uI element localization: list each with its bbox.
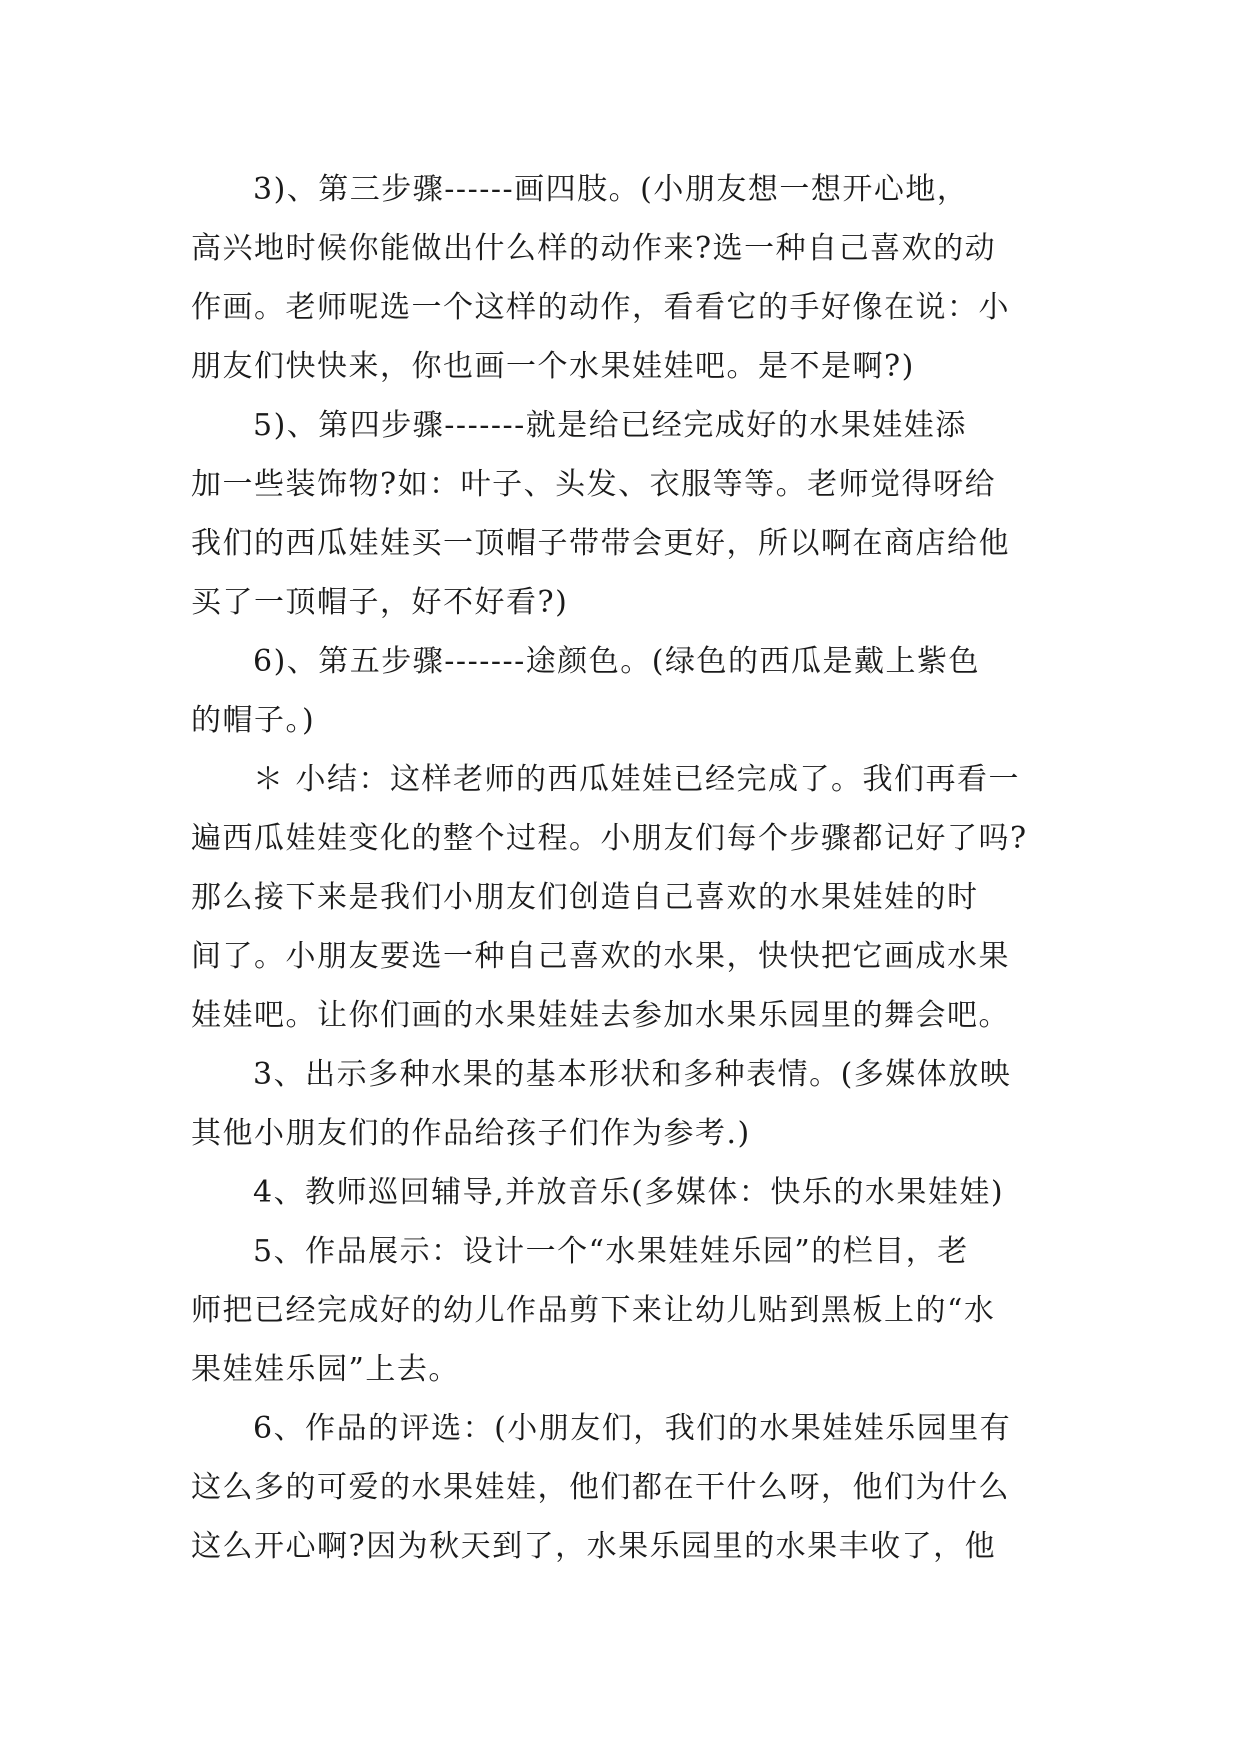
paragraph-summary [191,750,1057,1045]
text-line: 作画。老师呢选一个这样的动作，看看它的手好像在说：小 [191,290,1010,325]
text-line: 那么接下来是我们小朋友们创造自己喜欢的水果娃娃的时 [191,880,979,915]
text-line: 高兴地时候你能做出什么样的动作来?选一种自己喜欢的动 [191,231,997,266]
text-line: 间了。小朋友要选一种自己喜欢的水果，快快把它画成水果 [191,939,1010,974]
text-line: ＊ 小结：这样老师的西瓜娃娃已经完成了。我们再看一 [253,762,1021,797]
paragraph-show-fruits [191,1045,1057,1163]
text-line: 其他小朋友们的作品给孩子们作为参考.) [191,1116,751,1151]
text-line: 3)、第三步骤------画四肢。(小朋友想一想开心地， [253,172,969,207]
text-line: 5)、第四步骤-------就是给已经完成好的水果娃娃添 [253,408,967,443]
text-line: 加一些装饰物?如：叶子、头发、衣服等等。老师觉得呀给 [191,467,997,502]
paragraph-work-evaluation [191,1399,1057,1576]
text-line: 4、教师巡回辅导,并放音乐(多媒体：快乐的水果娃娃) [253,1175,1005,1210]
text-line: 这么开心啊?因为秋天到了，水果乐园里的水果丰收了，他 [191,1529,997,1564]
text-line: 买了一顶帽子，好不好看?) [191,585,569,620]
text-line: 的帽子。) [191,703,316,738]
paragraph-teacher-guidance [191,1163,1057,1222]
text-line: 师把已经完成好的幼儿作品剪下来让幼儿贴到黑板上的“水 [191,1293,996,1328]
document-body [191,160,1057,1576]
paragraph-step-four [191,396,1057,632]
text-line: 3、出示多种水果的基本形状和多种表情。(多媒体放映 [253,1057,1012,1092]
text-line: 朋友们快快来，你也画一个水果娃娃吧。是不是啊?) [191,349,915,384]
paragraph-step-three [191,160,1057,396]
text-line: 遍西瓜娃娃变化的整个过程。小朋友们每个步骤都记好了吗? [191,821,1028,856]
paragraph-step-five [191,632,1057,750]
text-line: 这么多的可爱的水果娃娃，他们都在干什么呀，他们为什么 [191,1470,1010,1505]
paragraph-work-display [191,1222,1057,1399]
text-line: 5、作品展示：设计一个“水果娃娃乐园”的栏目，老 [253,1234,969,1269]
text-line: 娃娃吧。让你们画的水果娃娃去参加水果乐园里的舞会吧。 [191,998,1010,1033]
text-line: 6)、第五步骤-------途颜色。(绿色的西瓜是戴上紫色 [253,644,980,679]
text-line: 果娃娃乐园”上去。 [191,1352,460,1387]
text-line: 6、作品的评选：(小朋友们，我们的水果娃娃乐园里有 [253,1411,1012,1446]
text-line: 我们的西瓜娃娃买一顶帽子带带会更好，所以啊在商店给他 [191,526,1010,561]
